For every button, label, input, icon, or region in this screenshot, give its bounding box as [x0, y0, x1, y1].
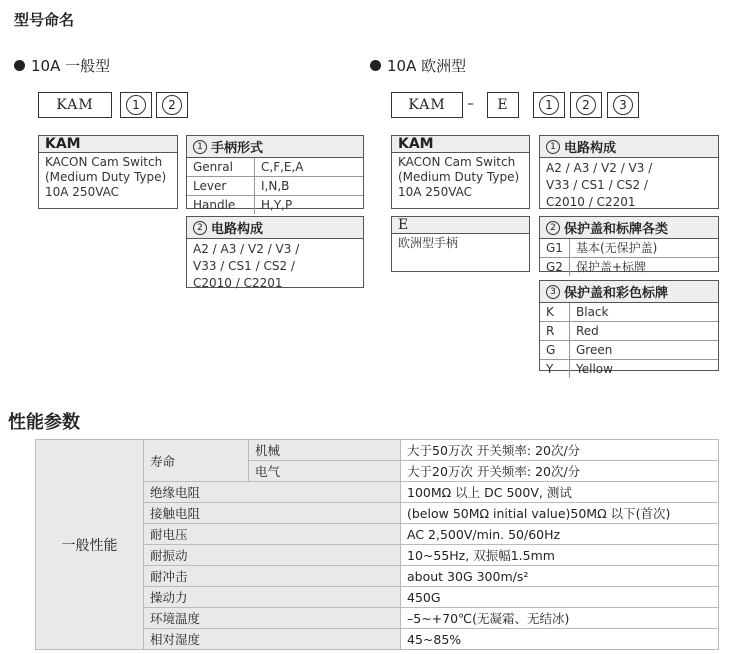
circled-number-icon: 2: [193, 221, 207, 235]
circuit-head: [540, 136, 718, 158]
cover-head: [540, 217, 718, 239]
circuit-line: V33 / CS1 / CS2 /: [193, 259, 295, 273]
cover-panel: [539, 216, 719, 272]
circuit-line: C2010 / C2201: [193, 276, 283, 290]
circuit-panel: [186, 216, 364, 288]
kam-line: KACON Cam Switch: [45, 155, 163, 169]
circuit-line: V33 / CS1 / CS2 /: [546, 178, 648, 192]
code-box-2: [156, 92, 188, 118]
color-key: G: [540, 340, 570, 359]
circled-one-icon: 1: [126, 95, 146, 115]
code-box-kam-eu: KAM: [391, 92, 463, 118]
cover-key: G1: [540, 239, 570, 257]
spec-subkey: 机械: [249, 440, 401, 461]
circled-two-icon: 2: [162, 95, 182, 115]
spec-key: 耐冲击: [144, 566, 401, 587]
spec-key: 接触电阻: [144, 503, 401, 524]
color-value: Black: [576, 305, 609, 319]
circled-two-icon: 2: [576, 95, 596, 115]
spec-key: 绝缘电阻: [144, 482, 401, 503]
cover-key: G2: [540, 257, 570, 276]
code-box-1: [120, 92, 152, 118]
spec-value: (below 50MΩ initial value)50MΩ 以下(首次): [401, 503, 719, 524]
spec-key: 耐振动: [144, 545, 401, 566]
code-box-1: [533, 92, 565, 118]
spec-value: AC 2,500V/min. 50/60Hz: [401, 524, 719, 545]
color-value: Green: [570, 340, 718, 359]
cover-head-text: 保护盖和标牌各类: [564, 222, 669, 237]
section-title-performance: 性能参数: [8, 412, 80, 433]
cover-value: 基本(无保护盖): [576, 241, 658, 255]
kam-line: (Medium Duty Type): [398, 170, 520, 184]
circled-number-icon: 1: [546, 140, 560, 154]
spec-key: 环境温度: [144, 608, 401, 629]
spec-key: 相对湿度: [144, 629, 401, 650]
color-key: R: [540, 321, 570, 340]
e-panel-head: E: [392, 217, 529, 234]
circuit-line: C2010 / C2201: [546, 195, 636, 209]
kam-line: 10A 250VAC: [45, 185, 120, 199]
bullet-icon: [14, 60, 25, 71]
spec-value: 45~85%: [401, 629, 719, 650]
spec-value: 450G: [401, 587, 719, 608]
spec-subkey: 电气: [249, 461, 401, 482]
code-box-2: [570, 92, 602, 118]
spec-value: about 30G 300m/s²: [401, 566, 719, 587]
circled-one-icon: 1: [539, 95, 559, 115]
spec-value: 100MΩ 以上 DC 500V, 测试: [401, 482, 719, 503]
type-b-heading-text: 10A 欧洲型: [387, 57, 467, 75]
spec-value: 10~55Hz, 双振幅1.5mm: [401, 545, 719, 566]
handle-value: H,Y,P: [255, 195, 363, 214]
handle-key: Genral: [187, 158, 255, 176]
table-row: [36, 440, 719, 461]
handle-type-head-text: 手柄形式: [211, 141, 264, 156]
circuit-head: [187, 217, 363, 239]
color-head: [540, 281, 718, 303]
section-title-naming: 型号命名: [14, 11, 75, 29]
spec-key: 寿命: [144, 440, 249, 482]
color-key: Y: [540, 359, 570, 378]
spec-table: [35, 439, 719, 650]
circuit-head-text: 电路构成: [211, 222, 264, 237]
color-value: Red: [570, 321, 718, 340]
handle-value: I,N,B: [255, 176, 363, 195]
circled-number-icon: 3: [546, 285, 560, 299]
type-b-heading: [370, 55, 466, 76]
e-panel-line: 欧洲型手柄: [398, 236, 459, 250]
spec-value: 大于50万次 开关频率: 20次/分: [401, 440, 719, 461]
bullet-icon: [370, 60, 381, 71]
european-handle-panel: [391, 216, 530, 272]
spec-key: 操动力: [144, 587, 401, 608]
group-label: 一般性能: [36, 440, 144, 650]
color-value: Yellow: [570, 359, 718, 378]
circuit-line: A2 / A3 / V2 / V3 /: [193, 242, 300, 256]
color-head-text: 保护盖和彩色标牌: [564, 286, 669, 301]
spec-value: 大于20万次 开关频率: 20次/分: [401, 461, 719, 482]
handle-type-panel: [186, 135, 364, 212]
kam-panel: [391, 135, 530, 209]
spec-key: 耐电压: [144, 524, 401, 545]
kam-line: 10A 250VAC: [398, 185, 473, 199]
code-dash: –: [467, 96, 474, 112]
kam-line: KACON Cam Switch: [398, 155, 516, 169]
cover-value: 保护盖+标牌: [570, 257, 718, 276]
handle-key: Handle: [187, 195, 255, 214]
type-a-heading: [14, 55, 110, 76]
spec-value: –5~+70℃(无凝霜、无结冰): [401, 608, 719, 629]
kam-panel: [38, 135, 178, 209]
circuit-head-text: 电路构成: [564, 141, 617, 156]
circuit-line: A2 / A3 / V2 / V3 /: [546, 161, 653, 175]
handle-key: Lever: [187, 176, 255, 195]
handle-value: C,F,E,A: [261, 160, 304, 174]
circuit-panel: [539, 135, 719, 209]
circled-three-icon: 3: [613, 95, 633, 115]
kam-panel-head: KAM: [392, 136, 529, 153]
type-a-heading-text: 10A 一般型: [31, 57, 111, 75]
circled-number-icon: 1: [193, 140, 207, 154]
color-key: K: [540, 303, 570, 321]
kam-panel-head: KAM: [39, 136, 177, 153]
code-box-3: [607, 92, 639, 118]
code-box-e: E: [487, 92, 519, 118]
kam-line: (Medium Duty Type): [45, 170, 167, 184]
handle-type-head: [187, 136, 363, 158]
circled-number-icon: 2: [546, 221, 560, 235]
code-box-kam: KAM: [38, 92, 112, 118]
color-plate-panel: [539, 280, 719, 376]
